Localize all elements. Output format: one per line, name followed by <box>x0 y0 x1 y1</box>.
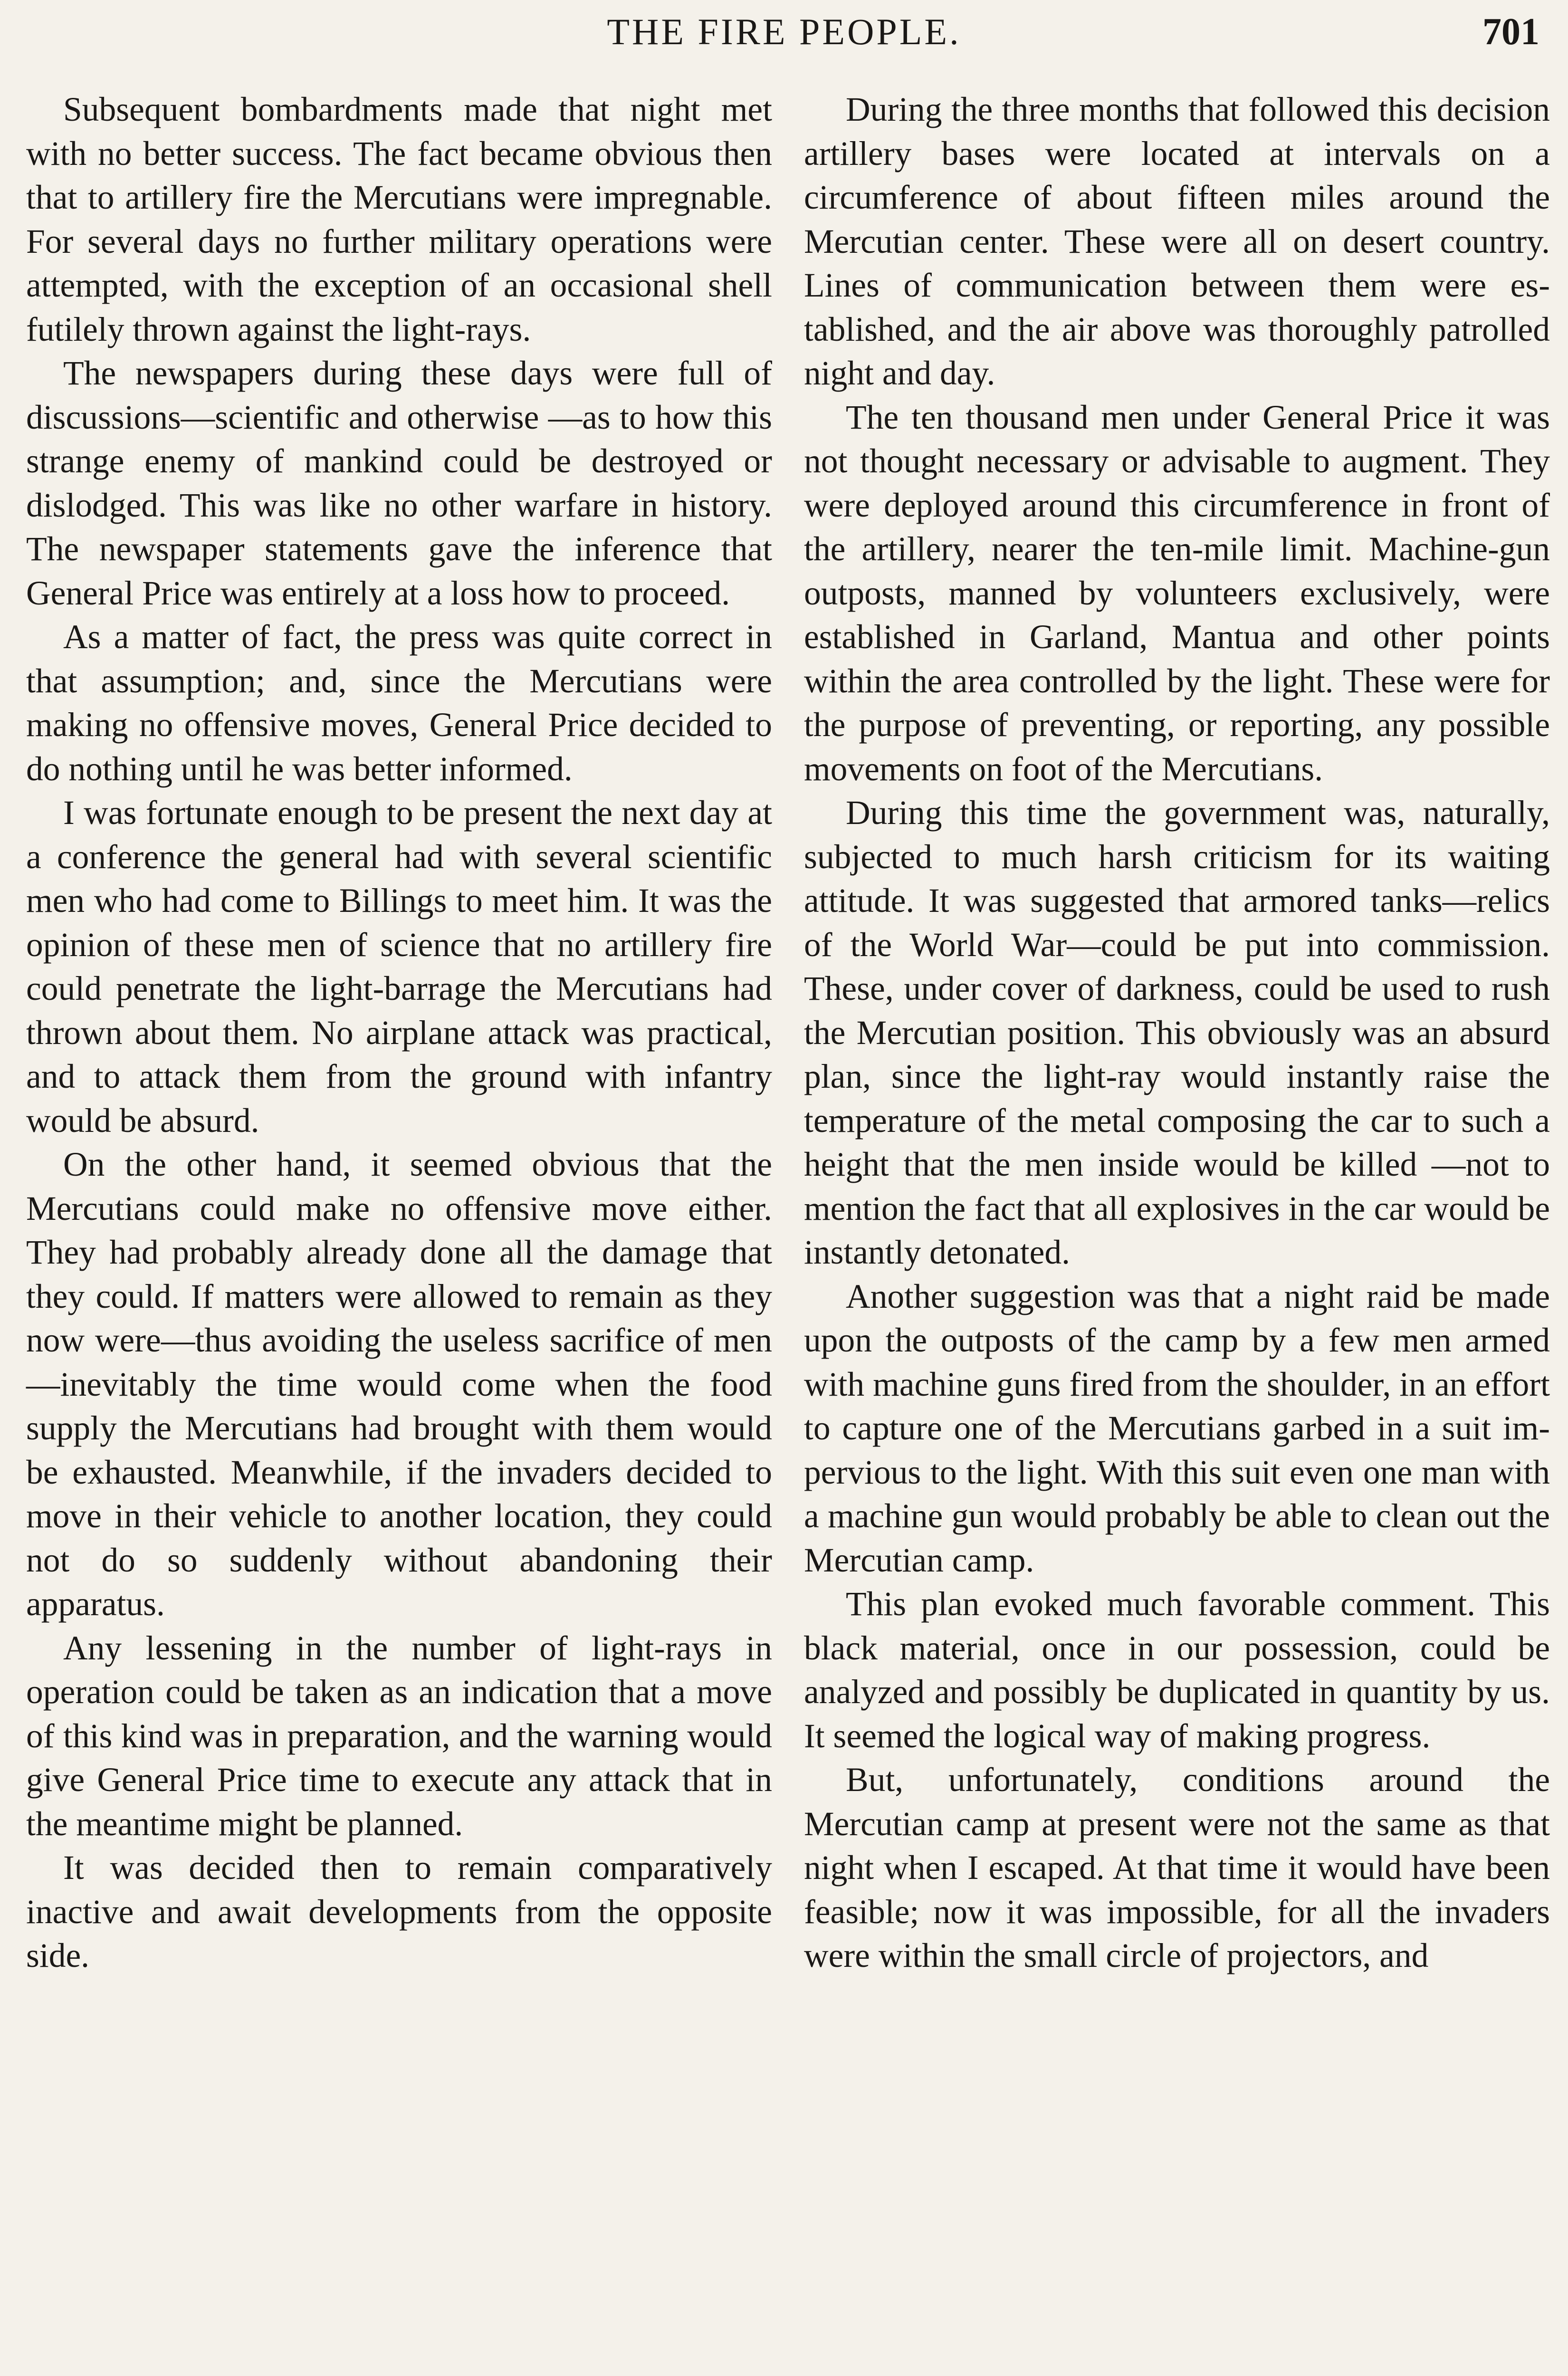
paragraph: The newspapers during these days were full of discussions—scientific and otherwise —as to how this strange enemy of mankind could be destroyed or dislodged. This was like no other warfare in history. The newspaper statements gave the inference that General Price was entirely at a loss how to proceed. <box>26 354 772 612</box>
paragraph: As a matter of fact, the press was quite correct in that assumption; and, since the Mercutians were making no offensive moves, General Price decided to do nothing until he was better informed. <box>26 618 772 788</box>
paragraph: This plan evoked much favorable comment. This black material, once in our possession, could be analyzed and possibly be duplicated in quantity by us. It seemed the logical way of making progress. <box>804 1585 1550 1755</box>
page-header <box>29 10 1539 63</box>
page-number: 701 <box>1482 11 1539 53</box>
running-title: THE FIRE PEOPLE. <box>607 11 961 52</box>
left-column <box>26 88 772 1978</box>
paragraph: Any lessening in the number of light-rays in operation could be taken as an indication that a move of this kind was in preparation, and the warning would give General Price time to execute any attack that in the meantime might be planned. <box>26 1629 772 1843</box>
paragraph: But, unfortunately, conditions around the Mercutian camp at present were not the same as that night when I escaped. At that time it would have been feasible; now it was impossible, for all the invaders were within the small circle of projectors, and <box>804 1761 1550 1974</box>
paragraph: Subsequent bombardments made that night met with no better success. The fact became obvious then that to artillery fire the Mercutians were impregnable. For several days no further military operations were attempted, with the exception of an occasional shell futilely thrown against the light-rays. <box>26 91 772 348</box>
paragraph: I was fortunate enough to be present the next day at a conference the general had with several scientific men who had come to Billings to meet him. It was the opinion of these men of science that no artillery fire could penetrate the light-barrage the Mercutians had thrown about them. No airplane attack was practical, and to attack them from the ground with infantry would be absurd. <box>26 794 772 1140</box>
paragraph: The ten thousand men under General Price it was not thought necessary or advisable to augment. They were deployed around this circumference in front of the artillery, nearer the ten-mile limit. Machine-gun outposts, manned by volunteers exclusively, were established in Garland, Mantua and other points within the area controlled by the light. These were for the purpose of preventing, or reporting, any possible movements on foot of the Mercutians. <box>804 398 1550 788</box>
paragraph: During this time the government was, naturally, subjected to much harsh criticism for its waiting attitude. It was suggested that armored tanks—relics of the World War—could be put into commission. These, under cover of darkness, could be used to rush the Mercutian position. This obviously was an absurd plan, since the light-ray would instantly raise the temperature of the metal composing the car to such a height that the men inside would be killed —not to mention the fact that all explosives in the car would be instantly detonated. <box>804 794 1550 1271</box>
paragraph: It was decided then to remain comparatively inactive and await developments from the opposite side. <box>26 1849 772 1974</box>
paragraph: On the other hand, it seemed obvious that the Mercutians could make no offensive move either. They had probably already done all the damage that they could. If matters were allowed to remain as they now were—thus avoiding the useless sacrifice of men—inevitably the time would come when the food supply the Mercutians had brought with them would be exhausted. Meanwhile, if the invaders decided to move in their vehicle to another location, they could not do so suddenly without abandoning their apparatus. <box>26 1146 772 1623</box>
paragraph: Another suggestion was that a night raid be made upon the outposts of the camp by a few men armed with machine guns fired from the shoulder, in an effort to capture one of the Mercutians garbed in a suit impervious to the light. With this suit even one man with a machine gun would probably be able to clean out the Mercutian camp. <box>804 1277 1550 1579</box>
right-column <box>804 88 1550 1978</box>
paragraph: During the three months that followed this decision artillery bases were located at intervals on a circumference of about fifteen miles around the Mercutian center. These were all on desert country. Lines of communication between them were established, and the air above was thoroughly patrolled night and day. <box>804 91 1550 392</box>
